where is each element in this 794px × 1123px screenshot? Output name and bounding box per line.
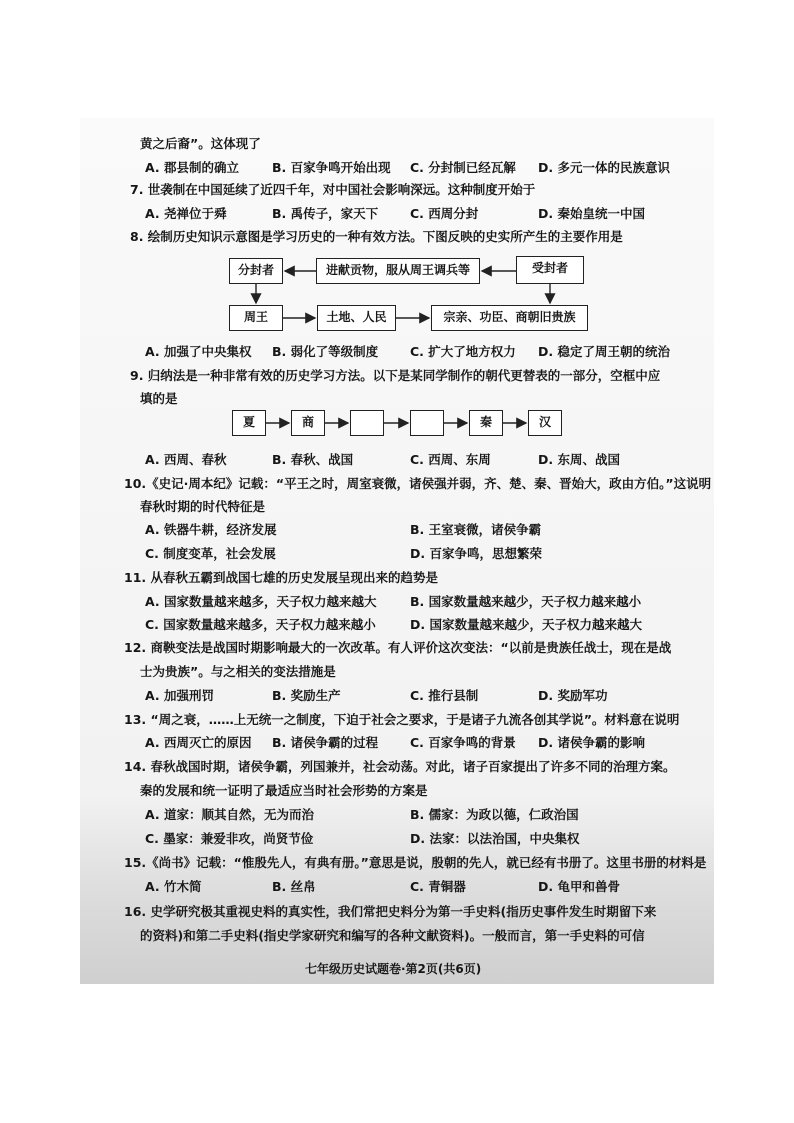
q12-option-b[interactable]: B. 奖励生产 (272, 688, 341, 703)
q16-stem-line2: 的资料)和第二手史料(指史学家研究和编写的各种文献资料)。一般而言，第一手史料的可信 (140, 928, 645, 943)
q13-option-b[interactable]: B. 诸侯争霸的过程 (272, 735, 379, 750)
q7-option-c[interactable]: C. 西周分封 (410, 206, 479, 221)
q9-option-b[interactable]: B. 春秋、战国 (272, 452, 354, 467)
chain-box-blank-1 (350, 410, 384, 436)
q8-option-a[interactable]: A. 加强了中央集权 (145, 344, 252, 359)
q11-stem: 11. 从春秋五霸到战国七雄的历史发展呈现出来的趋势是 (124, 570, 438, 585)
q13-stem: 13. “周之衰，……上无统一之制度，下迫于社会之要求，于是诸子九流各创其学说”。材料意在说明 (124, 712, 680, 727)
q16-stem-line1: 16. 史学研究极其重视史料的真实性，我们常把史料分为第一手史料(指历史事件发生时期留下来 (124, 904, 657, 919)
q9-stem-line1: 9. 归纳法是一种非常有效的历史学习方法。以下是某同学制作的朝代更替表的一部分，空框中应 (130, 368, 661, 383)
diagram-box-zhouwang: 周王 (229, 305, 283, 331)
q6-stem-tail: 黄之后裔”。这体现了 (140, 136, 261, 151)
q12-option-d[interactable]: D. 奖励军功 (538, 688, 608, 703)
q14-option-d[interactable]: D. 法家：以法治国，中央集权 (410, 831, 580, 846)
q7-option-a[interactable]: A. 尧禅位于舜 (145, 206, 227, 221)
q12-stem-line2: 士为贵族”。与之相关的变法措施是 (140, 664, 336, 679)
q13-option-d[interactable]: D. 诸侯争霸的影响 (538, 735, 645, 750)
q11-option-a[interactable]: A. 国家数量越来越多，天子权力越来越大 (145, 594, 377, 609)
diagram-box-grantor: 分封者 (229, 258, 283, 284)
q9-option-c[interactable]: C. 西周、东周 (410, 452, 491, 467)
q15-stem: 15.《尚书》记载：“惟殷先人，有典有册。”意思是说，殷朝的先人，就已经有书册了。这里书册的材料是 (124, 855, 707, 870)
q15-option-c[interactable]: C. 青铜器 (410, 879, 466, 894)
q14-stem-line1: 14. 春秋战国时期，诸侯争霸，列国兼并，社会动荡。对此，诸子百家提出了许多不同的治理方案。 (124, 759, 676, 774)
q13-option-c[interactable]: C. 百家争鸣的背景 (410, 735, 516, 750)
diagram-box-tribute: 进献贡物，服从周王调兵等 (316, 258, 480, 284)
q15-option-a[interactable]: A. 竹木简 (145, 879, 202, 894)
q8-option-d[interactable]: D. 稳定了周王朝的统治 (538, 344, 670, 359)
q10-stem-line1: 10.《史记·周本纪》记载：“平王之时，周室衰微，诸侯强并弱，齐、楚、秦、晋始大，政由方伯。”这说明 (124, 476, 712, 491)
q12-option-c[interactable]: C. 推行县制 (410, 688, 479, 703)
q6-option-b[interactable]: B. 百家争鸣开始出现 (272, 160, 391, 175)
q7-option-d[interactable]: D. 秦始皇统一中国 (538, 206, 645, 221)
q6-option-d[interactable]: D. 多元一体的民族意识 (538, 160, 670, 175)
q14-option-a[interactable]: A. 道家：顺其自然，无为而治 (145, 807, 315, 822)
diagram-box-grantee: 受封者 (516, 256, 584, 284)
q10-option-b[interactable]: B. 王室衰微，诸侯争霸 (410, 522, 542, 537)
q8-option-c[interactable]: C. 扩大了地方权力 (410, 344, 516, 359)
q8-stem: 8. 绘制历史知识示意图是学习历史的一种有效方法。下图反映的史实所产生的主要作用是 (130, 229, 623, 244)
exam-page (80, 118, 714, 984)
q9-option-d[interactable]: D. 东周、战国 (538, 452, 620, 467)
chain-box-xia: 夏 (232, 410, 266, 436)
q6-option-c[interactable]: C. 分封制已经瓦解 (410, 160, 516, 175)
q12-option-a[interactable]: A. 加强刑罚 (145, 688, 215, 703)
q11-option-c[interactable]: C. 国家数量越来越多，天子权力越来越小 (145, 617, 376, 632)
page-footer: 七年级历史试题卷·第2页(共6页) (305, 962, 482, 976)
q11-option-d[interactable]: D. 国家数量越来越少，天子权力越来越大 (410, 617, 642, 632)
q11-option-b[interactable]: B. 国家数量越来越少，天子权力越来越小 (410, 594, 642, 609)
q15-option-d[interactable]: D. 龟甲和兽骨 (538, 879, 620, 894)
diagram-box-land: 土地、人民 (317, 305, 396, 331)
q14-option-b[interactable]: B. 儒家：为政以德，仁政治国 (410, 807, 579, 822)
q12-stem-line1: 12. 商鞅变法是战国时期影响最大的一次改革。有人评价这次变法：“以前是贵族任战士，现在是战 (124, 640, 672, 655)
diagram-box-nobles: 宗亲、功臣、商朝旧贵族 (431, 305, 588, 331)
q9-option-a[interactable]: A. 西周、春秋 (145, 452, 227, 467)
q7-stem: 7. 世袭制在中国延续了近四千年，对中国社会影响深远。这种制度开始于 (130, 182, 536, 197)
chain-box-shang: 商 (291, 410, 325, 436)
q14-option-c[interactable]: C. 墨家：兼爱非攻，尚贤节俭 (145, 831, 314, 846)
q7-option-b[interactable]: B. 禹传子，家天下 (272, 206, 379, 221)
q6-option-a[interactable]: A. 郡县制的确立 (145, 160, 240, 175)
chain-box-qin: 秦 (469, 410, 503, 436)
q10-stem-line2: 春秋时期的时代特征是 (140, 499, 266, 514)
chain-box-blank-2 (410, 410, 444, 436)
chain-box-han: 汉 (528, 410, 562, 436)
q13-option-a[interactable]: A. 西周灭亡的原因 (145, 735, 252, 750)
q9-stem-line2: 填的是 (140, 391, 178, 406)
q15-option-b[interactable]: B. 丝帛 (272, 879, 316, 894)
q8-option-b[interactable]: B. 弱化了等级制度 (272, 344, 379, 359)
q10-option-a[interactable]: A. 铁器牛耕，经济发展 (145, 522, 277, 537)
q10-option-d[interactable]: D. 百家争鸣，思想繁荣 (410, 546, 542, 561)
q14-stem-line2: 秦的发展和统一证明了最适应当时社会形势的方案是 (140, 783, 428, 798)
q10-option-c[interactable]: C. 制度变革，社会发展 (145, 546, 276, 561)
